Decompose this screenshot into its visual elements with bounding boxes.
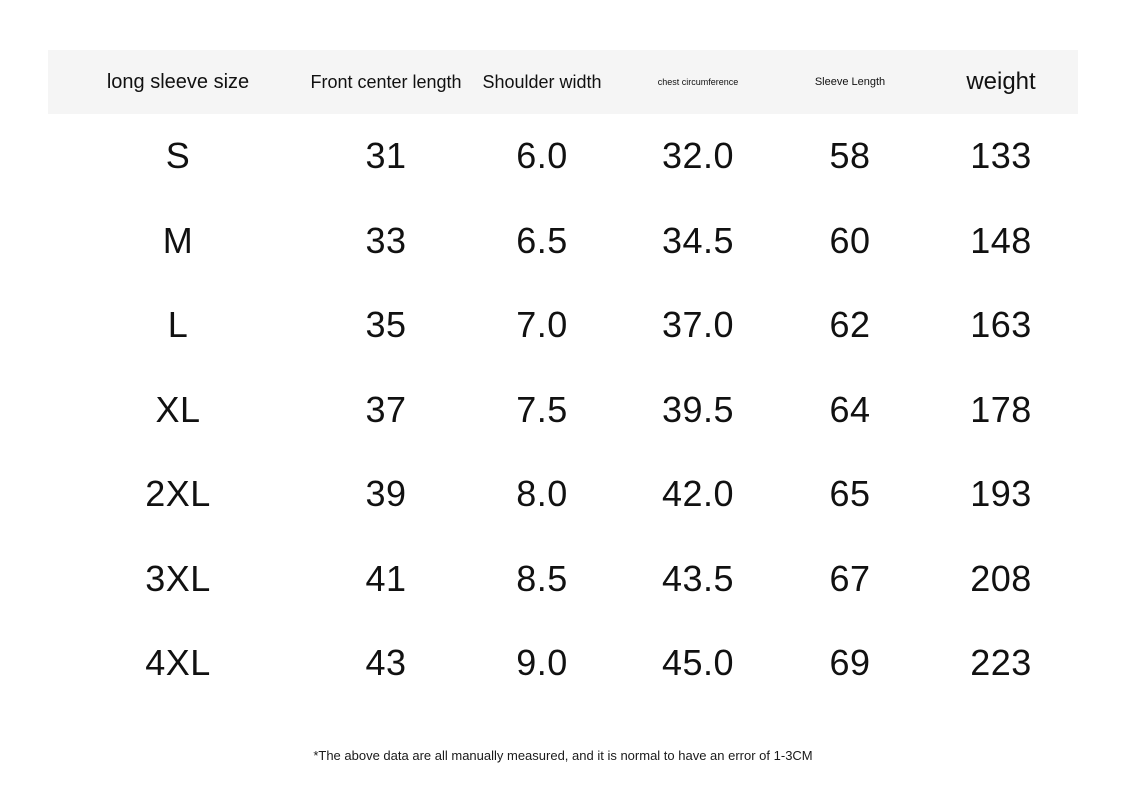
table-header <box>48 50 1078 114</box>
table-row <box>48 621 1078 706</box>
cell-sleeve: 67 <box>829 557 871 599</box>
cell-shoulder: 8.0 <box>516 473 568 515</box>
cell-size: M <box>162 219 194 261</box>
cell-chest: 43.5 <box>661 557 735 599</box>
cell-chest: 32.0 <box>661 135 735 177</box>
table-row <box>48 114 1078 199</box>
cell-chest: 34.5 <box>661 219 735 261</box>
table-row <box>48 283 1078 368</box>
cell-size: 4XL <box>145 642 211 684</box>
cell-weight: 133 <box>970 135 1032 177</box>
table-row <box>48 537 1078 622</box>
cell-front: 35 <box>365 304 407 346</box>
table-row <box>48 452 1078 537</box>
cell-sleeve: 69 <box>829 642 871 684</box>
cell-shoulder: 8.5 <box>516 557 568 599</box>
cell-weight: 208 <box>970 557 1032 599</box>
header-front-center-length: Front center length <box>310 71 462 92</box>
header-row <box>48 50 1078 114</box>
header-size: long sleeve size <box>106 70 250 93</box>
cell-shoulder: 7.5 <box>516 388 568 430</box>
cell-sleeve: 62 <box>829 304 871 346</box>
cell-sleeve: 60 <box>829 219 871 261</box>
cell-shoulder: 9.0 <box>516 642 568 684</box>
cell-front: 39 <box>365 473 407 515</box>
cell-sleeve: 64 <box>829 388 871 430</box>
cell-weight: 193 <box>970 473 1032 515</box>
cell-shoulder: 6.5 <box>516 219 568 261</box>
table-body <box>48 114 1078 706</box>
cell-size: 3XL <box>145 557 211 599</box>
measurement-footnote: *The above data are all manually measured, and it is normal to have an error of 1-3CM <box>313 748 813 763</box>
header-chest-circumference: chest circumference <box>657 77 739 87</box>
cell-size: XL <box>155 388 201 430</box>
cell-front: 37 <box>365 388 407 430</box>
cell-chest: 39.5 <box>661 388 735 430</box>
cell-weight: 148 <box>970 219 1032 261</box>
cell-front: 33 <box>365 219 407 261</box>
cell-size: 2XL <box>145 473 211 515</box>
cell-weight: 178 <box>970 388 1032 430</box>
cell-weight: 223 <box>970 642 1032 684</box>
header-sleeve-length: Sleeve Length <box>814 76 886 88</box>
cell-sleeve: 65 <box>829 473 871 515</box>
table-row <box>48 368 1078 453</box>
cell-chest: 42.0 <box>661 473 735 515</box>
cell-front: 43 <box>365 642 407 684</box>
header-shoulder-width: Shoulder width <box>482 71 602 92</box>
header-weight: weight <box>966 68 1036 95</box>
cell-sleeve: 58 <box>829 135 871 177</box>
cell-size: S <box>165 135 191 177</box>
cell-chest: 45.0 <box>661 642 735 684</box>
cell-front: 41 <box>365 557 407 599</box>
cell-weight: 163 <box>970 304 1032 346</box>
cell-shoulder: 6.0 <box>516 135 568 177</box>
cell-chest: 37.0 <box>661 304 735 346</box>
cell-front: 31 <box>365 135 407 177</box>
table-row <box>48 199 1078 284</box>
cell-shoulder: 7.0 <box>516 304 568 346</box>
size-chart-table <box>48 50 1078 706</box>
cell-size: L <box>167 304 189 346</box>
